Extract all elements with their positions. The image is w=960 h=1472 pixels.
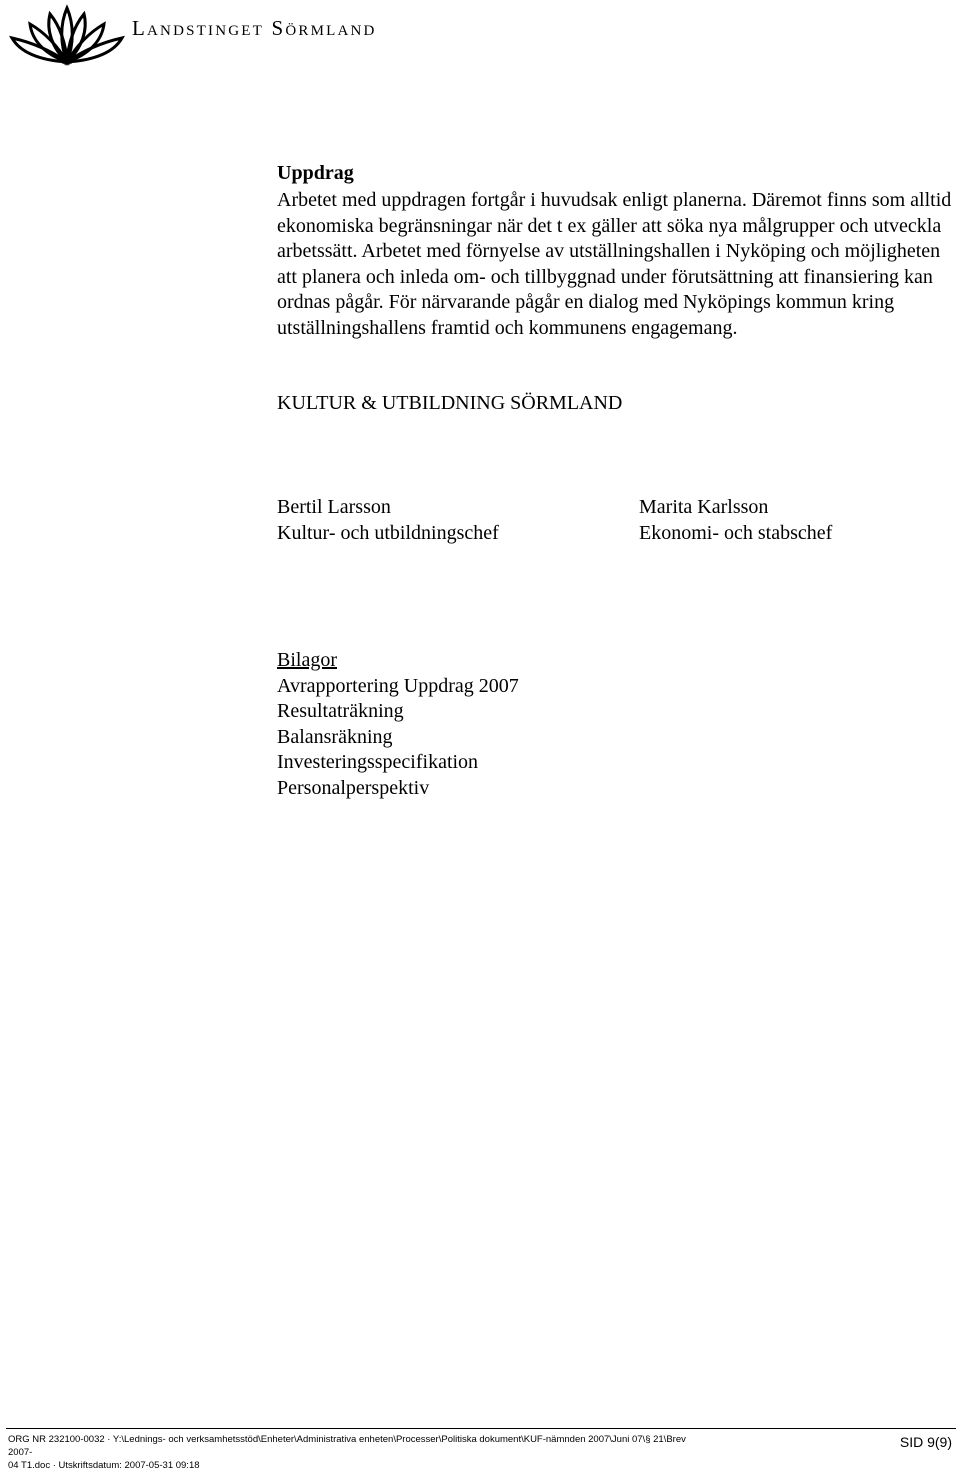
- attachment-item: Resultaträkning: [277, 700, 404, 722]
- footer-path: [8, 1433, 708, 1472]
- signature-name: Bertil Larsson: [277, 496, 391, 518]
- attachment-item: Balansräkning: [277, 725, 393, 748]
- uppdrag-paragraph: Arbetet med uppdragen fortgår i huvudsak enligt planerna. Däremot finns som alltid ekonomiska begränsningar när det t ex gäller att söka nya målgrupper och utveckla arbetssätt. Arbetet med förnyelse av utställningshallen i Nyköping och möjligheten att planera och inleda om- och tillbyggnad under förutsättning att finansiering kan ordnas pågår. För närvarande pågår en dialog med Nyköpings kommun kring utställningshallens framtid och kommunens engagemang.: [277, 189, 952, 339]
- uppdrag-text: [277, 188, 957, 341]
- footer-line-1: ORG NR 232100-0032 · Y:\Lednings- och verksamhetsstöd\Enheter\Administrativa enheten\Processer\Politiska dokument\KUF-nämnden 2007\Juni 07\§ 21\Brev 2007-: [8, 1434, 686, 1458]
- signature-name: Marita Karlsson: [639, 496, 769, 518]
- footer-divider: [6, 1428, 956, 1429]
- signature-left: [277, 495, 499, 546]
- attachment-item: Avrapportering Uppdrag 2007: [277, 674, 519, 697]
- page-number: SID 9(9): [899, 1434, 952, 1450]
- section-heading-uppdrag: Uppdrag: [277, 162, 354, 184]
- signature-title: Ekonomi- och stabschef: [639, 521, 833, 544]
- footer-line-2: 04 T1.doc · Utskriftsdatum: 2007-05-31 09:18: [8, 1460, 200, 1471]
- attachments-list: [277, 648, 519, 801]
- signature-right: [639, 495, 832, 546]
- org-name: Landstinget Sörmland: [132, 16, 377, 40]
- landstinget-logo-icon: [8, 4, 126, 66]
- attachment-item: Investeringsspecifikation: [277, 751, 479, 773]
- attachment-item: Personalperspektiv: [277, 776, 430, 799]
- attachments-title: Bilagor: [277, 649, 337, 671]
- signature-title: Kultur- och utbildningschef: [277, 521, 499, 544]
- organisation-line: KULTUR & UTBILDNING SÖRMLAND: [277, 392, 623, 414]
